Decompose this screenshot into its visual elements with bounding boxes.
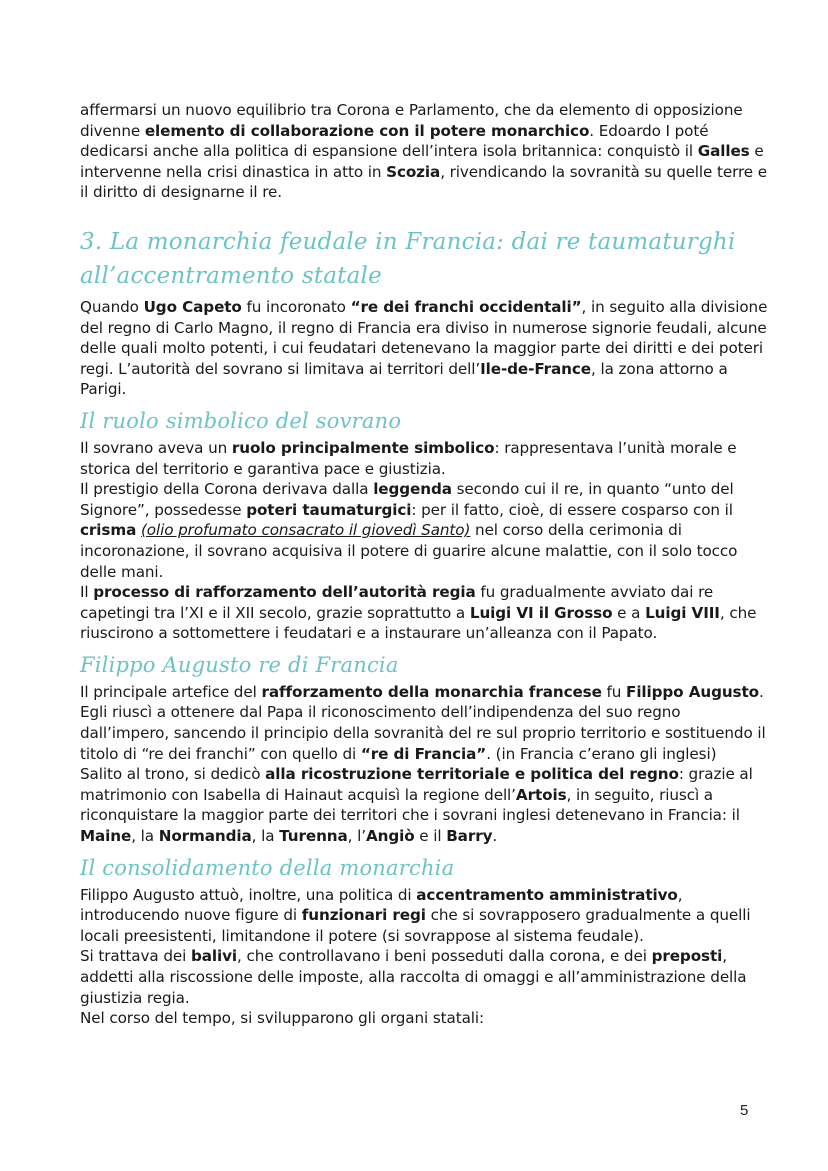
- bold-term: poteri taumaturgici: [246, 500, 412, 519]
- consolidamento-heading: Il consolidamento della monarchia: [80, 855, 455, 880]
- bold-term: Galles: [697, 142, 750, 161]
- section-3-paragraph: Quando Ugo Capeto fu incoronato “re dei franchi occidentali”, in seguito alla divisione del regno di Carlo Magno, il regno di Francia era diviso in numerose signorie feudali, alcune delle quali molto potenti, i cui feudatari detenevano la maggior parte dei diritti e dei poteri regi. L’autorità del sovrano si limitava ai territori dell’Ile-de-France, la zona attorno a Parigi.: [80, 297, 768, 399]
- bold-term: Artois: [515, 785, 567, 804]
- bold-term: preposti: [651, 947, 723, 966]
- bold-term: Scozia: [386, 162, 441, 181]
- bold-term: elemento di collaborazione con il potere monarchico: [144, 121, 590, 140]
- page-number: 5: [740, 1102, 749, 1119]
- ruolo-heading: Il ruolo simbolico del sovrano: [80, 408, 402, 433]
- bold-term: accentramento amministrativo: [416, 885, 678, 904]
- ruolo-paragraph-1: Il sovrano aveva un ruolo principalmente simbolico: rappresentava l’unità morale e storica del territorio e garantiva pace e giustizia.: [80, 438, 737, 478]
- bold-term: Barry: [446, 827, 493, 846]
- intro-paragraph: affermarsi un nuovo equilibrio tra Corona e Parlamento, che da elemento di opposizione divenne elemento di collaborazione con il potere monarchico. Edoardo I poté dedicarsi anche alla politica di espansione dell’intera isola britannica: conquistò il Galles e intervenne nella crisi dinastica in atto in Scozia, rivendicando la sovranità su quelle terre e il diritto di designarne il re.: [80, 101, 767, 202]
- ruolo-paragraph-3: Il processo di rafforzamento dell’autorità regia fu gradualmente avviato dai re capetingi tra l’XI e il XII secolo, grazie soprattutto a Luigi VI il Grosso e a Luigi VIII, che riuscirono a sottomettere i feudatari e a instaurare un’alleanza con il Papato.: [80, 583, 757, 643]
- bold-term: funzionari regi: [301, 906, 426, 925]
- bold-term: Ile-de-France: [480, 359, 591, 378]
- underlined-note: (olio profumato consacrato il giovedì Santo): [140, 521, 471, 540]
- filippo-heading: Filippo Augusto re di Francia: [80, 652, 399, 677]
- bold-term: Ugo Capeto: [143, 297, 242, 316]
- section-3-heading: 3. La monarchia feudale in Francia: dai re taumaturghi all’accentramento statale: [80, 228, 736, 289]
- bold-term: Turenna: [279, 827, 348, 846]
- bold-term: alla ricostruzione territoriale e politica del regno: [265, 765, 679, 784]
- bold-term: leggenda: [373, 480, 452, 499]
- bold-term: Filippo Augusto: [626, 682, 759, 701]
- bold-term: Normandia: [158, 827, 252, 846]
- bold-term: Luigi VI il Grosso: [469, 603, 613, 622]
- bold-term: ruolo principalmente simbolico: [231, 438, 495, 457]
- filippo-paragraph-2: Salito al trono, si dedicò alla ricostruzione territoriale e politica del regno: grazie al matrimonio con Isabella di Hainaut acquisì la regione dell’Artois, in seguito, riuscì a riconquistare la maggior parte dei territori che i sovrani inglesi detenevano in Francia: il Maine, la Normandia, la Turenna, l’Angiò e il Barry.: [80, 765, 753, 846]
- bold-term: rafforzamento della monarchia francese: [261, 682, 602, 701]
- document-page: [80, 100, 770, 1029]
- bold-term: Maine: [80, 827, 132, 846]
- bold-term: Angiò: [365, 827, 415, 846]
- bold-term: “re dei franchi occidentali”: [350, 297, 582, 316]
- ruolo-paragraph-2: Il prestigio della Corona derivava dalla leggenda secondo cui il re, in quanto “unto del Signore”, possedesse poteri taumaturgici: per il fatto, cioè, di essere cosparso con il crisma (olio profumato consacrato il giovedì Santo) nel corso della cerimonia di incoronazione, il sovrano acquisiva il potere di guarire alcune malattie, con il solo tocco delle mani.: [80, 480, 738, 581]
- consolidamento-paragraph-1: Filippo Augusto attuò, inoltre, una politica di accentramento amministrativo, introducendo nuove figure di funzionari regi che si sovrapposero gradualmente a quelli locali preesistenti, limitandone il potere (si sovrappose al sistema feudale).: [80, 885, 751, 945]
- bold-term: balivi: [190, 947, 238, 966]
- bold-term: Luigi VIII: [645, 603, 720, 622]
- bold-term: processo di rafforzamento dell’autorità regia: [93, 583, 476, 602]
- consolidamento-paragraph-3: Nel corso del tempo, si svilupparono gli organi statali:: [80, 1009, 485, 1028]
- filippo-paragraph-1: Il principale artefice del rafforzamento della monarchia francese fu Filippo Augusto. Egli riuscì a ottenere dal Papa il riconoscimento dell’indipendenza del suo regno dall’impero, sancendo il principio della sovranità del re sul proprio territorio e sostituendo il titolo di “re dei franchi” con quello di “re di Francia”. (in Francia c’erano gli inglesi): [80, 682, 766, 763]
- bold-term: “re di Francia”: [360, 744, 487, 763]
- consolidamento-paragraph-2: Si trattava dei balivi, che controllavano i beni posseduti dalla corona, e dei preposti, addetti alla riscossione delle imposte, alla raccolta di omaggi e all’amministrazione della giustizia regia.: [80, 947, 747, 1007]
- bold-term: crisma: [80, 521, 137, 540]
